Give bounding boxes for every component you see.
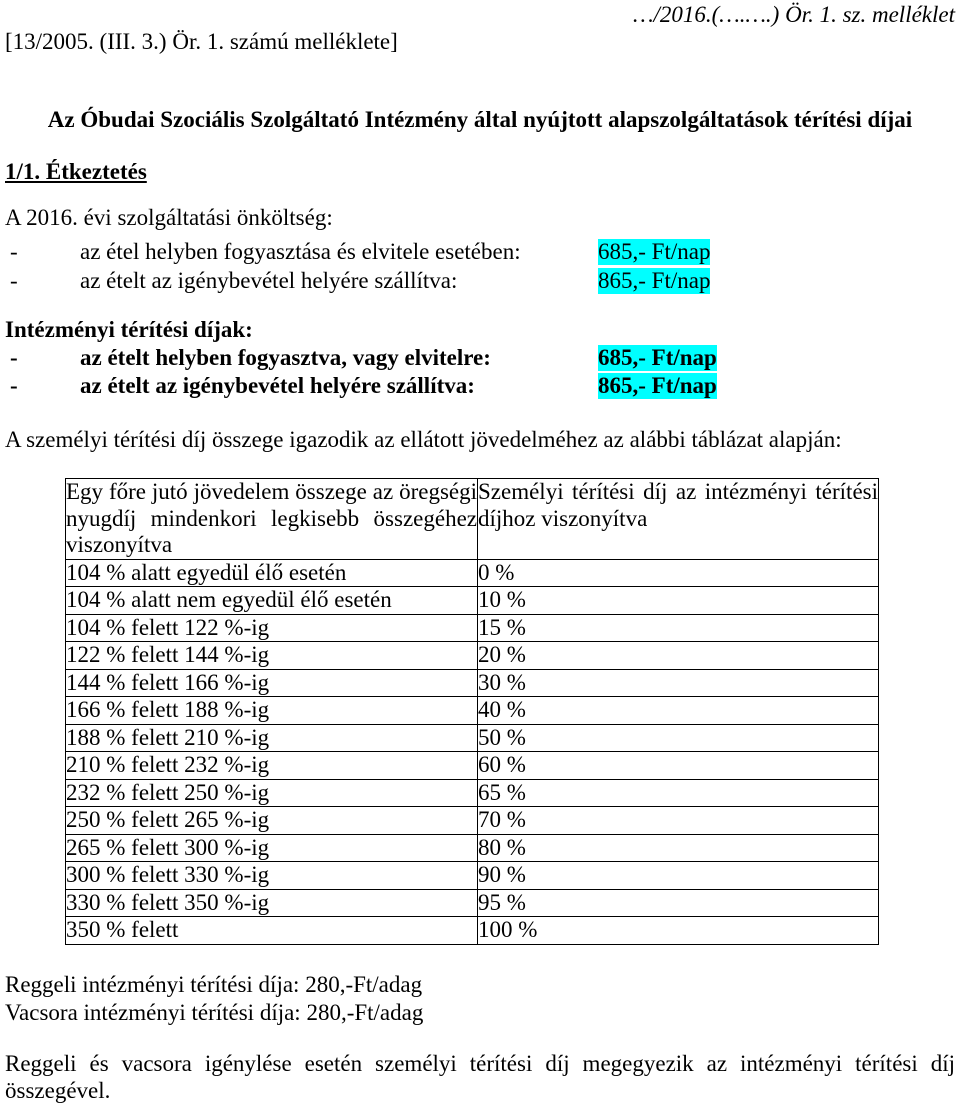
bullet-dash: - <box>10 345 18 370</box>
dinner-fee-line: Vacsora intézményi térítési díja: 280,-Ft/adag <box>5 1000 424 1025</box>
income-ratio-header: Egy főre jutó jövedelem összege az öregségi nyugdíj mindenkori legkisebb összegéhez viszonyítva <box>66 479 477 557</box>
income-range-cell: 210 % felett 232 %-ig <box>66 752 478 780</box>
cost-item <box>0 239 960 265</box>
fee-percent-cell: 90 % <box>478 862 879 890</box>
table-row <box>66 752 879 780</box>
income-range-cell: 232 % felett 250 %-ig <box>66 779 478 807</box>
income-range-cell: 104 % alatt nem egyedül élő esetén <box>66 587 478 615</box>
cost-item-label: az ételt az igénybevétel helyére szállítva: <box>80 268 458 293</box>
fee-item <box>0 373 960 399</box>
fee-percent-cell: 70 % <box>478 807 879 835</box>
fee-percent-cell: 15 % <box>478 614 879 642</box>
fee-item-label: az ételt az igénybevétel helyére szállítva: <box>80 373 475 398</box>
closing-paragraph: Reggeli és vacsora igénylése esetén személyi térítési díj megegyezik az intézményi térítési díj összegével. <box>5 1051 955 1103</box>
fee-item-label: az ételt helyben fogyasztva, vagy elvitelre: <box>80 345 491 370</box>
table-row <box>66 559 879 587</box>
income-range-cell: 188 % felett 210 %-ig <box>66 724 478 752</box>
fee-percent-cell: 0 % <box>478 559 879 587</box>
fee-percent-cell: 80 % <box>478 834 879 862</box>
bullet-dash: - <box>10 268 18 293</box>
section-heading: 1/1. Étkeztetés <box>5 159 147 184</box>
income-range-cell: 250 % felett 265 %-ig <box>66 807 478 835</box>
fee-percent-cell: 95 % <box>478 889 879 917</box>
fees-heading: Intézményi térítési díjak: <box>5 317 253 342</box>
cost-intro: A 2016. évi szolgáltatási önköltség: <box>5 205 333 230</box>
table-row <box>66 587 879 615</box>
document-title: Az Óbudai Szociális Szolgáltató Intézmény által nyújtott alapszolgáltatások térítési díjai <box>47 107 913 132</box>
income-range-cell: 350 % felett <box>66 917 478 945</box>
income-range-cell: 330 % felett 350 %-ig <box>66 889 478 917</box>
cost-item-label: az étel helyben fogyasztása és elvitele esetében: <box>80 239 521 264</box>
table-row <box>66 724 879 752</box>
income-range-cell: 122 % felett 144 %-ig <box>66 642 478 670</box>
annex-reference-right: …/2016.(….….) Ör. 1. sz. melléklet <box>633 2 955 27</box>
table-row <box>66 642 879 670</box>
table-row <box>66 889 879 917</box>
fee-percent-cell: 100 % <box>478 917 879 945</box>
table-row <box>66 834 879 862</box>
fee-percent-cell: 10 % <box>478 587 879 615</box>
bullet-dash: - <box>10 373 18 398</box>
income-fee-table <box>65 478 879 945</box>
breakfast-fee-line: Reggeli intézményi térítési díja: 280,-Ft/adag <box>5 972 423 997</box>
fee-percent-cell: 40 % <box>478 697 879 725</box>
personal-fee-header: Személyi térítési díj az intézményi térítési díjhoz viszonyítva <box>478 479 879 560</box>
cost-item <box>0 268 960 294</box>
cost-item-value: 685,- Ft/nap <box>598 239 711 264</box>
fee-item <box>0 345 960 371</box>
income-range-cell: 104 % alatt egyedül élő esetén <box>66 559 478 587</box>
table-row <box>66 862 879 890</box>
cost-item-value: 865,- Ft/nap <box>598 268 711 293</box>
table-row <box>66 779 879 807</box>
table-intro-paragraph: A személyi térítési díj összege igazodik az ellátott jövedelméhez az alábbi táblázat alapján: <box>5 427 842 452</box>
income-range-cell: 265 % felett 300 %-ig <box>66 834 478 862</box>
table-row <box>66 697 879 725</box>
bullet-dash: - <box>10 239 18 264</box>
income-range-cell: 104 % felett 122 %-ig <box>66 614 478 642</box>
table-row <box>66 917 879 945</box>
fee-percent-cell: 20 % <box>478 642 879 670</box>
table-row <box>66 614 879 642</box>
fee-percent-cell: 65 % <box>478 779 879 807</box>
fee-item-value: 865,- Ft/nap <box>598 373 717 398</box>
table-header-row <box>66 479 879 560</box>
fee-item-value: 685,- Ft/nap <box>598 345 717 370</box>
annex-reference-left: [13/2005. (III. 3.) Ör. 1. számú melléklete] <box>5 29 398 54</box>
income-range-cell: 300 % felett 330 %-ig <box>66 862 478 890</box>
table-row <box>66 669 879 697</box>
fee-percent-cell: 50 % <box>478 724 879 752</box>
income-range-cell: 144 % felett 166 %-ig <box>66 669 478 697</box>
fee-percent-cell: 30 % <box>478 669 879 697</box>
income-range-cell: 166 % felett 188 %-ig <box>66 697 478 725</box>
table-row <box>66 807 879 835</box>
fee-percent-cell: 60 % <box>478 752 879 780</box>
